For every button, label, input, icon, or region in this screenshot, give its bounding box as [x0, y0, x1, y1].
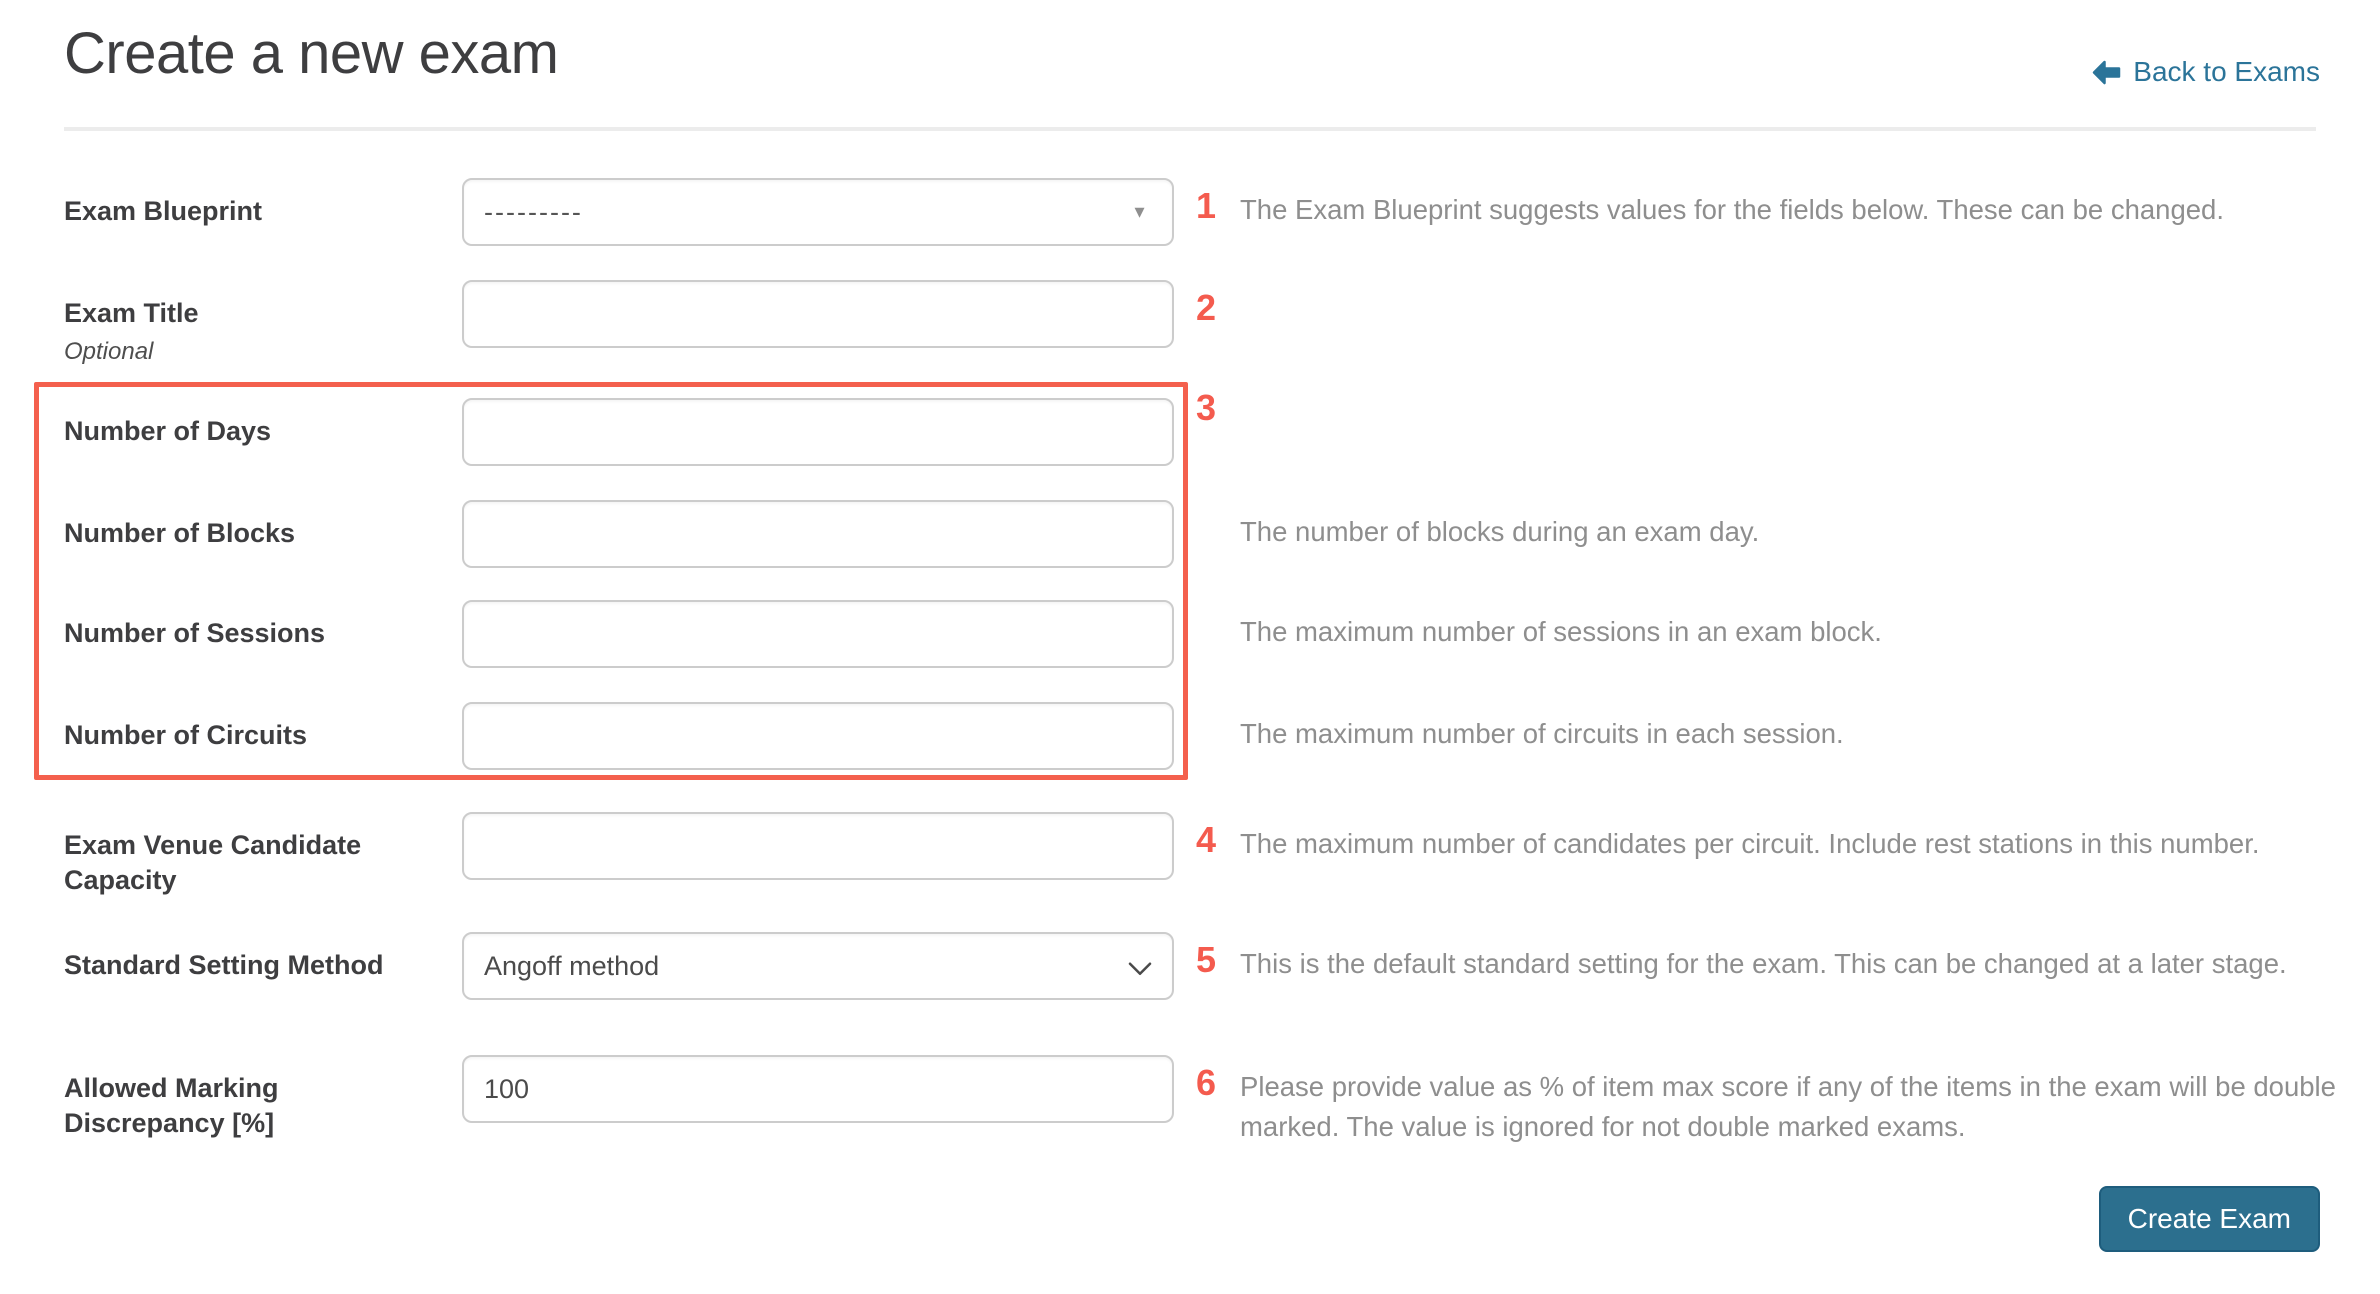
exam-venue-candidate-capacity-helper: The maximum number of candidates per circuit. Include rest stations in this number. [1240, 828, 2260, 859]
back-to-exams-label: Back to Exams [2133, 56, 2320, 87]
standard-setting-method-selected-value: Angoff method [484, 950, 660, 981]
exam-title-input[interactable] [462, 280, 1174, 348]
number-of-sessions-input[interactable] [462, 600, 1174, 668]
annotation-2: 2 [1196, 287, 1217, 328]
exam-blueprint-label: Exam Blueprint [64, 196, 263, 226]
exam-title-label: Exam Title [64, 298, 199, 328]
back-arrow-icon [2091, 59, 2122, 86]
allowed-marking-discrepancy-input[interactable] [462, 1055, 1174, 1123]
chevron-down-icon [1128, 952, 1152, 983]
create-exam-button[interactable]: Create Exam [2099, 1186, 2320, 1252]
standard-setting-method-label: Standard Setting Method [64, 950, 384, 980]
allowed-marking-discrepancy-label: Allowed Marking Discrepancy [%] [64, 1073, 279, 1138]
page-title: Create a new exam [64, 21, 559, 86]
title-divider [64, 127, 2316, 131]
exam-title-optional-label: Optional [64, 338, 154, 365]
number-of-circuits-label: Number of Circuits [64, 720, 308, 750]
exam-venue-candidate-capacity-label: Exam Venue Candidate Capacity [64, 830, 362, 895]
annotation-3: 3 [1196, 387, 1217, 428]
standard-setting-method-helper: This is the default standard setting for the exam. This can be changed at a later stage. [1240, 948, 2287, 979]
number-of-blocks-label: Number of Blocks [64, 518, 296, 548]
number-of-sessions-label: Number of Sessions [64, 618, 326, 648]
exam-blueprint-select[interactable] [462, 178, 1174, 246]
annotation-4: 4 [1196, 819, 1217, 860]
exam-blueprint-helper: The Exam Blueprint suggests values for the fields below. These can be changed. [1240, 194, 2224, 225]
number-of-sessions-helper: The maximum number of sessions in an exam block. [1240, 616, 1882, 647]
number-of-days-label: Number of Days [64, 416, 272, 446]
standard-setting-method-select[interactable] [462, 932, 1174, 1000]
dropdown-triangle-icon: ▼ [1131, 202, 1148, 222]
exam-venue-candidate-capacity-input[interactable] [462, 812, 1174, 880]
number-of-circuits-input[interactable] [462, 702, 1174, 770]
back-to-exams-link[interactable] [2091, 56, 2320, 88]
number-of-days-input[interactable] [462, 398, 1174, 466]
exam-blueprint-selected-value: --------- [484, 196, 583, 227]
annotation-5: 5 [1196, 939, 1217, 980]
number-of-blocks-input[interactable] [462, 500, 1174, 568]
number-of-circuits-helper: The maximum number of circuits in each session. [1240, 718, 1844, 749]
number-of-blocks-helper: The number of blocks during an exam day. [1240, 516, 1760, 547]
annotation-6: 6 [1196, 1062, 1217, 1103]
allowed-marking-discrepancy-helper: Please provide value as % of item max score if any of the items in the exam will be double marked. The value is ignored for not double marked exams. [1240, 1071, 2336, 1142]
annotation-1: 1 [1196, 185, 1217, 226]
